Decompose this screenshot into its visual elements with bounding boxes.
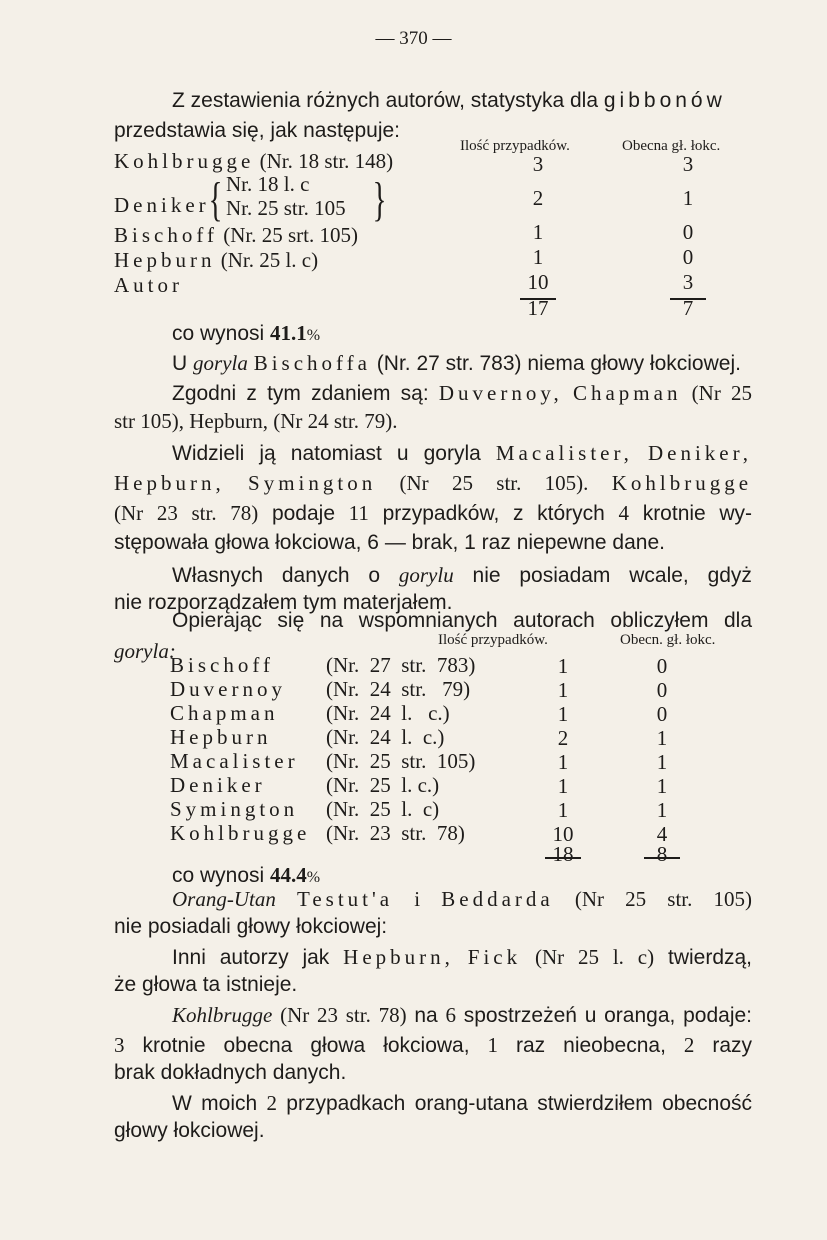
- text: Opierając: [172, 609, 262, 632]
- text: (Nr: [691, 381, 721, 405]
- author-name: Deniker: [114, 193, 210, 217]
- author-name: Hepburn: [170, 725, 272, 749]
- text: danych: [281, 564, 350, 587]
- author-name: Deniker: [170, 773, 266, 797]
- result-value: 44.4: [270, 863, 307, 887]
- paragraph-9-line-2: głowy łokciowej.: [114, 1119, 265, 1142]
- cases-value: 1: [557, 750, 569, 774]
- text: 2: [683, 1033, 695, 1057]
- author-name: Hepburn,: [343, 945, 454, 969]
- text: c): [637, 945, 655, 969]
- cases-value: 10: [527, 270, 549, 294]
- total-present: 7: [682, 296, 694, 320]
- reference: (Nr. 25 l. c): [326, 797, 440, 821]
- author-name: Fick: [467, 945, 522, 969]
- text: raz: [516, 1034, 546, 1057]
- paragraph-8-line-3: brak dokładnych danych.: [114, 1061, 347, 1084]
- paragraph-3-line-1: [172, 438, 752, 469]
- text: natomiast: [290, 442, 382, 465]
- text: 25: [577, 945, 599, 969]
- text: (Nr: [534, 945, 565, 969]
- paragraph-1: [172, 348, 741, 379]
- reference: (Nr. 24 l. c.): [326, 701, 450, 725]
- reference: (Nr. 24 str. 79): [326, 677, 471, 701]
- text: 25: [731, 381, 753, 405]
- author-name: Symington: [248, 471, 377, 495]
- total-cases: 17: [527, 296, 549, 320]
- text: 105).: [544, 471, 589, 495]
- reference: Nr. 18 l. c: [226, 172, 310, 196]
- author-name: Chapman: [170, 701, 279, 725]
- reference: (Nr. 25 l. c): [220, 248, 319, 272]
- intro-line-2: przedstawia się, jak następuje:: [114, 119, 400, 142]
- paragraph-7-line-2: że głowa ta istnieje.: [114, 973, 298, 996]
- paragraph-3-line-3: [114, 498, 752, 529]
- text: 2: [266, 1091, 277, 1115]
- paragraph-9-line-1: [172, 1088, 752, 1119]
- present-value: 0: [682, 220, 694, 244]
- author-name: Testut'a: [296, 887, 394, 911]
- result-value: 41.1: [270, 321, 307, 345]
- cases-value: 1: [557, 798, 569, 822]
- result-label: co wynosi: [172, 864, 265, 887]
- result-label: co wynosi: [172, 322, 265, 345]
- reference: (Nr. 24 l. c.): [326, 725, 445, 749]
- text: Widzieli: [172, 442, 245, 465]
- author-name: Hepburn: [114, 248, 216, 272]
- paragraph-8-line-2: [114, 1030, 752, 1061]
- text: spostrzeżeń: [463, 1004, 577, 1027]
- present-value: 3: [682, 152, 694, 176]
- text: orang-utana: [414, 1092, 528, 1115]
- result-unit: %: [306, 327, 321, 344]
- text: moich: [201, 1092, 258, 1115]
- text: (Nr: [574, 887, 605, 911]
- word-italic: Kohlbrugge: [172, 1003, 273, 1027]
- result-unit: %: [306, 869, 321, 886]
- author-name: Macalister: [170, 749, 299, 773]
- text: podaje:: [683, 1004, 753, 1027]
- text: których: [537, 502, 605, 525]
- text: obecna: [223, 1034, 293, 1057]
- left-brace: {: [208, 173, 223, 226]
- author-name: Symington: [170, 797, 299, 821]
- text: goryla: [423, 442, 481, 465]
- word: U: [172, 352, 188, 375]
- text: str.: [667, 887, 693, 911]
- text: l.: [612, 945, 624, 969]
- page-number: — 370 —: [375, 28, 452, 49]
- text: stwierdziłem: [537, 1092, 653, 1115]
- right-brace: }: [372, 173, 387, 226]
- author-name: Beddarda: [441, 887, 554, 911]
- text: 3: [114, 1033, 125, 1057]
- author-name: Kohlbrugge: [114, 149, 255, 173]
- author-name: Duvernoy,: [438, 381, 563, 405]
- text: autorach: [513, 609, 595, 632]
- reference: (Nr. 25 srt. 105): [223, 223, 358, 247]
- cases-value: 2: [557, 726, 569, 750]
- intro-gibbon: gibbonów: [603, 89, 726, 112]
- paragraph-8-line-1: [172, 1000, 752, 1031]
- reference: (Nr. 18 str. 148): [259, 149, 394, 173]
- text: dla: [723, 609, 752, 632]
- result-line: [172, 318, 320, 351]
- paragraph-3-line-4: stępowała głowa łokciowa, 6 — brak, 1 raz niepewne dane.: [114, 531, 665, 554]
- text: o: [368, 564, 381, 587]
- present-value: 1: [656, 774, 668, 798]
- reference: (Nr. 27 str. 783): [326, 653, 476, 677]
- cases-value: 1: [557, 774, 569, 798]
- text: u: [396, 442, 409, 465]
- present-value: 3: [682, 270, 694, 294]
- cases-value: 1: [532, 245, 544, 269]
- text: krotnie: [642, 502, 706, 525]
- text: obecność: [662, 1092, 753, 1115]
- paragraph-7-line-1: [172, 942, 752, 973]
- text: 78): [230, 501, 259, 525]
- text: wcale,: [629, 564, 689, 587]
- reference: (Nr. 25 l. c.): [326, 773, 440, 797]
- paragraph-2-line-1: [172, 378, 752, 409]
- text: łokciowa,: [383, 1034, 470, 1057]
- text: wy-: [719, 502, 753, 525]
- paragraph-6-line-2: nie posiadali głowy łokciowej:: [114, 915, 388, 938]
- text: 23: [317, 1003, 338, 1027]
- text: krotnie: [142, 1034, 206, 1057]
- text: twierdzą,: [667, 946, 753, 969]
- text: str.: [496, 471, 522, 495]
- author-name: Bischoff: [114, 223, 218, 247]
- text: 4: [618, 501, 630, 525]
- text: (Nr: [399, 471, 429, 495]
- word-italic: gorylu: [398, 563, 454, 587]
- text: nie: [472, 564, 501, 587]
- text: (Nr: [280, 1003, 310, 1027]
- cases-value: 1: [557, 702, 569, 726]
- paragraph-4-line-1: [172, 560, 752, 591]
- text: przypadkach: [286, 1092, 406, 1115]
- text: str.: [345, 1003, 371, 1027]
- text: i: [414, 887, 421, 911]
- text: wspomnianych: [358, 609, 498, 632]
- text: u: [584, 1004, 597, 1027]
- present-value: 4: [656, 822, 668, 846]
- text: 25: [625, 887, 647, 911]
- author-name: Macalister,: [495, 441, 633, 465]
- present-value: 1: [656, 726, 668, 750]
- text: oranga,: [604, 1004, 676, 1027]
- present-value: 1: [682, 186, 694, 210]
- reference: (Nr. 23 str. 78): [326, 821, 465, 845]
- text: W: [172, 1092, 192, 1115]
- text: 11: [348, 501, 369, 525]
- present-value: 1: [656, 798, 668, 822]
- author-name: Duvernoy: [170, 677, 286, 701]
- author-name: Hepburn,: [114, 471, 225, 495]
- text: 6: [445, 1003, 456, 1027]
- text: Zgodni z tym zdaniem są:: [172, 382, 429, 405]
- reference-2: Nr. 25 str. 105: [226, 196, 346, 220]
- paragraph-4-line-2: nie rozporządzałem tym materjałem.: [114, 591, 453, 614]
- text: Własnych: [172, 564, 264, 587]
- text: przypadków,: [382, 502, 500, 525]
- paragraph-6-line-1: [172, 884, 752, 914]
- author-name: Kohlbrugge: [611, 471, 753, 495]
- word-italic: goryla: [193, 351, 248, 375]
- intro-line-1: [172, 86, 726, 116]
- table2-header-cases: Ilość przypadków.: [438, 632, 548, 648]
- present-value: 0: [656, 702, 668, 726]
- text: na: [319, 609, 344, 632]
- intro-text: Z zestawienia różnych autorów, statystyka dla: [172, 89, 599, 112]
- table1-header-present: Obecna gł. łokc.: [622, 138, 721, 154]
- text: gdyż: [707, 564, 752, 587]
- table1-header-cases: Ilość przypadków.: [460, 138, 570, 154]
- author-name: Chapman: [572, 381, 682, 405]
- author-name: Kohlbrugge: [170, 821, 311, 845]
- text: (Nr. 27 str. 783) niema głowy łokciowej.: [376, 352, 741, 375]
- present-value: 1: [656, 750, 668, 774]
- cases-value: 1: [532, 220, 544, 244]
- table2-header-present: Obecn. gł. łokc.: [620, 632, 716, 648]
- text: podaje: [271, 502, 335, 525]
- text: głowa: [310, 1034, 366, 1057]
- total-present: 8: [656, 842, 668, 866]
- text: ją: [259, 442, 276, 465]
- paragraph-2-line-2: str 105), Hepburn, (Nr 24 str. 79).: [114, 409, 398, 433]
- cases-value: 1: [557, 678, 569, 702]
- cases-value: 1: [557, 654, 569, 678]
- text: Inni: [172, 946, 206, 969]
- text: nieobecna,: [563, 1034, 666, 1057]
- text: razy: [712, 1034, 753, 1057]
- paragraph-5-line-2: goryla:: [114, 639, 176, 663]
- paragraph-3-line-2: [114, 468, 752, 498]
- author-name: Autor: [114, 273, 183, 297]
- author-name: Bischoff: [170, 653, 274, 677]
- text: 105): [713, 887, 753, 911]
- text: jak: [302, 946, 330, 969]
- cases-value: 10: [552, 822, 574, 846]
- present-value: 0: [682, 245, 694, 269]
- reference: (Nr. 25 str. 105): [326, 749, 476, 773]
- text: się: [277, 609, 305, 632]
- text: posiadam: [519, 564, 611, 587]
- text: str.: [191, 501, 217, 525]
- text: z: [512, 502, 524, 525]
- text: na: [414, 1004, 438, 1027]
- present-value: 0: [656, 654, 668, 678]
- text: autorzy: [219, 946, 289, 969]
- cases-value: 2: [532, 186, 544, 210]
- text: 23: [156, 501, 178, 525]
- text: 1: [487, 1033, 499, 1057]
- cases-value: 3: [532, 152, 544, 176]
- word-italic: Orang-Utan: [172, 887, 276, 911]
- total-cases: 18: [552, 842, 574, 866]
- author-name: Deniker,: [647, 441, 753, 465]
- text: 25: [451, 471, 473, 495]
- present-value: 0: [656, 678, 668, 702]
- text: (Nr: [114, 501, 144, 525]
- text: obliczyłem: [610, 609, 709, 632]
- text: 78): [378, 1003, 407, 1027]
- author-name: Bischoffa: [253, 351, 371, 375]
